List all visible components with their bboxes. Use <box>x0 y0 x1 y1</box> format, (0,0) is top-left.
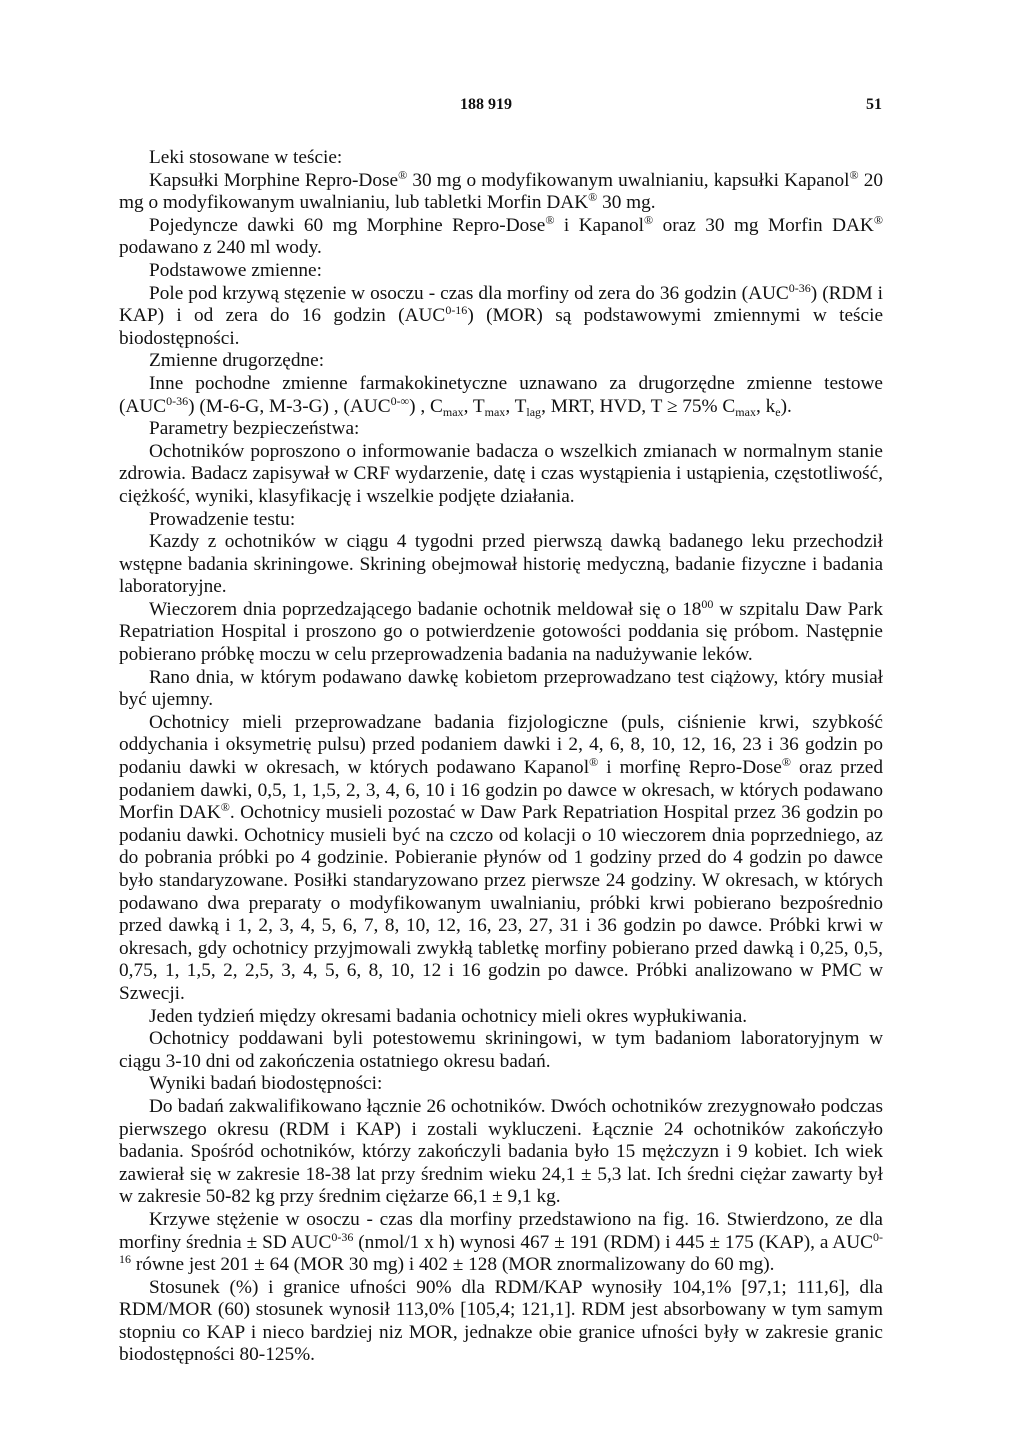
paragraph-auc: Pole pod krzywą stęzenie w osoczu - czas dla morfiny od zera do 36 godzin (AUC$^{0-36}$) (RDM i KAP) i od zera do 16 godzin (AUC$^{0-16}$) (MOR) są podstawowymi zmiennymi w teście biodostępności. <box>119 280 884 349</box>
paragraph-pregnancy-test: Rano dnia, w którym podawano dawkę kobietom przeprowadzano test ciążowy, który musiał być ujemny. <box>119 666 883 711</box>
heading-primary-variables: Podstawowe zmienne: <box>149 259 322 281</box>
paragraph-confidence-limits: Stosunek (%) i granice ufności 90% dla RDM/KAP wynosiły 104,1% [97,1; 111,6], dla RDM/MOR (60) stosunek wynosił 113,0% [105,4; 121,1]. RDM jest absorbowany w tym samym stopniu co KAP i nieco bardziej niz MOR, jednakze obie granice ufności były w zakresie granic biodostępności 80-125%. <box>119 1276 883 1366</box>
paragraph-concentration-curves: Krzywe stężenie w osoczu - czas dla morfiny przedstawiono na fig. 16. Stwierdzono, ze dla morfiny średnia ± SD AUC$^{0-36}$ (nmol/1 x h) wynosi 467 ± 191 (RDM) i 445 ± 175 (KAP), a AUC$^{0-16}$ równe jest 201 ± 64 (MOR 30 mg) i 402 ± 128 (MOR znormalizowany do 60 mg). <box>119 1208 883 1276</box>
registered-mark: ® <box>220 800 230 815</box>
heading-bioavailability-results: Wyniki badań biodostępności: <box>149 1073 383 1095</box>
paragraph-secondary-params: Inne pochodne zmienne farmakokinetyczne uznawano za drugorzędne zmienne testowe (AUC$^{0-36}$) (M-6-G, M-3-G) , $(AUC^{0-\infty})$ , $C_{max}$, $T_{max}$, $T_{lag}$, MRT, HVD, T ≥ 75% $C_{max}$, $k_e$). <box>119 372 883 419</box>
page-number: 51 <box>866 96 882 113</box>
registered-mark: ® <box>588 190 598 205</box>
registered-mark: ® <box>589 755 599 770</box>
registered-mark: ® <box>545 212 555 227</box>
body-text <box>119 147 883 1367</box>
registered-mark: ® <box>398 167 408 182</box>
registered-mark: ® <box>781 755 791 770</box>
heading-safety-parameters: Parametry bezpieczeństwa: <box>149 418 360 440</box>
registered-mark: ® <box>644 212 654 227</box>
paragraph-evening-checkin: Wieczorem dnia poprzedzającego badanie ochotnik meldował się o $18^{00}$ w szpitalu Daw Park Repatriation Hospital i proszono go o potwierdzenie gotowości poddania się próbom. Następnie pobierano próbkę moczu w celu przeprowadzenia badania na nadużywanie leków. <box>119 596 883 666</box>
paragraph-post-screening: Ochotnicy poddawani byli potestowemu skriningowi, w tym badaniom laboratoryjnym w ciągu 3-10 dni od zakończenia ostatniego okresu badań. <box>119 1028 883 1072</box>
paragraph-single-doses: Pojedyncze dawki 60 mg Morphine Repro-Dose® i Kapanol® oraz 30 mg Morfin DAK® podawano z 240 ml wody. <box>119 212 883 259</box>
registered-mark: ® <box>849 167 859 182</box>
paragraph-capsules: Kapsułki Morphine Repro-Dose® 30 mg o modyfikowanym uwalnianiu, kapsułki Kapanol® 20 mg o modyfikowanym uwalnianiu, lub tabletki Morfin DAK® 30 mg. <box>119 167 883 214</box>
paragraph-participants: Do badań zakwalifikowano łącznie 26 ochotników. Dwóch ochotników zrezygnowało podczas pierwszego okresu (RDM i KAP) i zostali wykluczeni. Łącznie 24 ochotników zakończyło badania. Spośród ochotników, którzy zakończyli badania było 15 mężczyzn i 9 kobiet. Ich wiek zawierał się w zakresie 18-38 lat przy średnim wieku 24,1 ± 5,3 lat. Ich średni ciężar zawarty był w zakresie 50-82 kg przy średnim ciężarze 66,1 ± 9,1 kg. <box>119 1095 883 1208</box>
heading-drugs-used: Leki stosowane w teście: <box>149 147 343 168</box>
registered-mark: ® <box>873 212 883 227</box>
paragraph-screening: Kazdy z ochotników w ciągu 4 tygodni przed pierwszą dawką badanego leku przechodził wstępne badania skriningowe. Skrining obejmował historię medyczną, badanie fizyczne i badania laboratoryjne. <box>119 531 883 598</box>
heading-secondary-variables: Zmienne drugorzędne: <box>149 350 325 372</box>
paragraph-safety: Ochotników poproszono o informowanie badacza o wszelkich zmianach w normalnym stanie zdrowia. Badacz zapisywał w CRF wydarzenie, datę i czas wystąpienia i ustąpienia, częstotliwość, ciężkość, wyniki, klasyfikację i wszelkie podjęte działania. <box>119 440 883 507</box>
heading-test-conduct: Prowadzenie testu: <box>149 508 296 530</box>
paragraph-washout: Jeden tydzień między okresami badania ochotnicy mieli okres wypłukiwania. <box>149 1005 748 1027</box>
paragraph-physiological-tests: Ochotnicy mieli przeprowadzane badania fizjologiczne (puls, ciśnienie krwi, szybkość oddychania i oksymetrię pulsu) przed podaniem dawki i 2, 4, 6, 8, 10, 12, 16, 23 i 36 godzin po podaniu dawki w okresach, w których podawano Kapanol® i morfinę Repro-Dose® oraz przed podaniem dawki, 0,5, 1, 1,5, 2, 3, 4, 6, 10 i 16 godzin po dawce w okresach, w których podawano Morfin DAK®. Ochotnicy musieli pozostać w Daw Park Repatriation Hospital przez 36 godzin po podaniu dawki. Ochotnicy musieli być na czczo od kolacji o 10 wieczorem dnia poprzedniego, az do pobrania próbki po 4 godzinie. Pobieranie płynów od 1 godziny przed do 4 godzin po dawce było standaryzowane. Posiłki standaryzowano przez pierwsze 24 godziny. W okresach, w których podawano dwa preparaty o modyfikowanym uwalnianiu, próbki krwi pobierano bezpośrednio przed dawką i 1, 2, 3, 4, 5, 6, 7, 8, 10, 12, 16, 23, 27, 31 i 36 godzin po dawce. Próbki krwi w okresach, gdy ochotnicy przyjmowali zwykłą tabletkę morfiny pobierano przed dawką i 0,25, 0,5, 0,75, 1, 1,5, 2, 2,5, 3, 4, 5, 6, 8, 10, 12 i 16 godzin po dawce. Próbki analizowano w PMC w Szwecji. <box>119 711 883 1004</box>
document-number: 188 919 <box>460 96 512 113</box>
